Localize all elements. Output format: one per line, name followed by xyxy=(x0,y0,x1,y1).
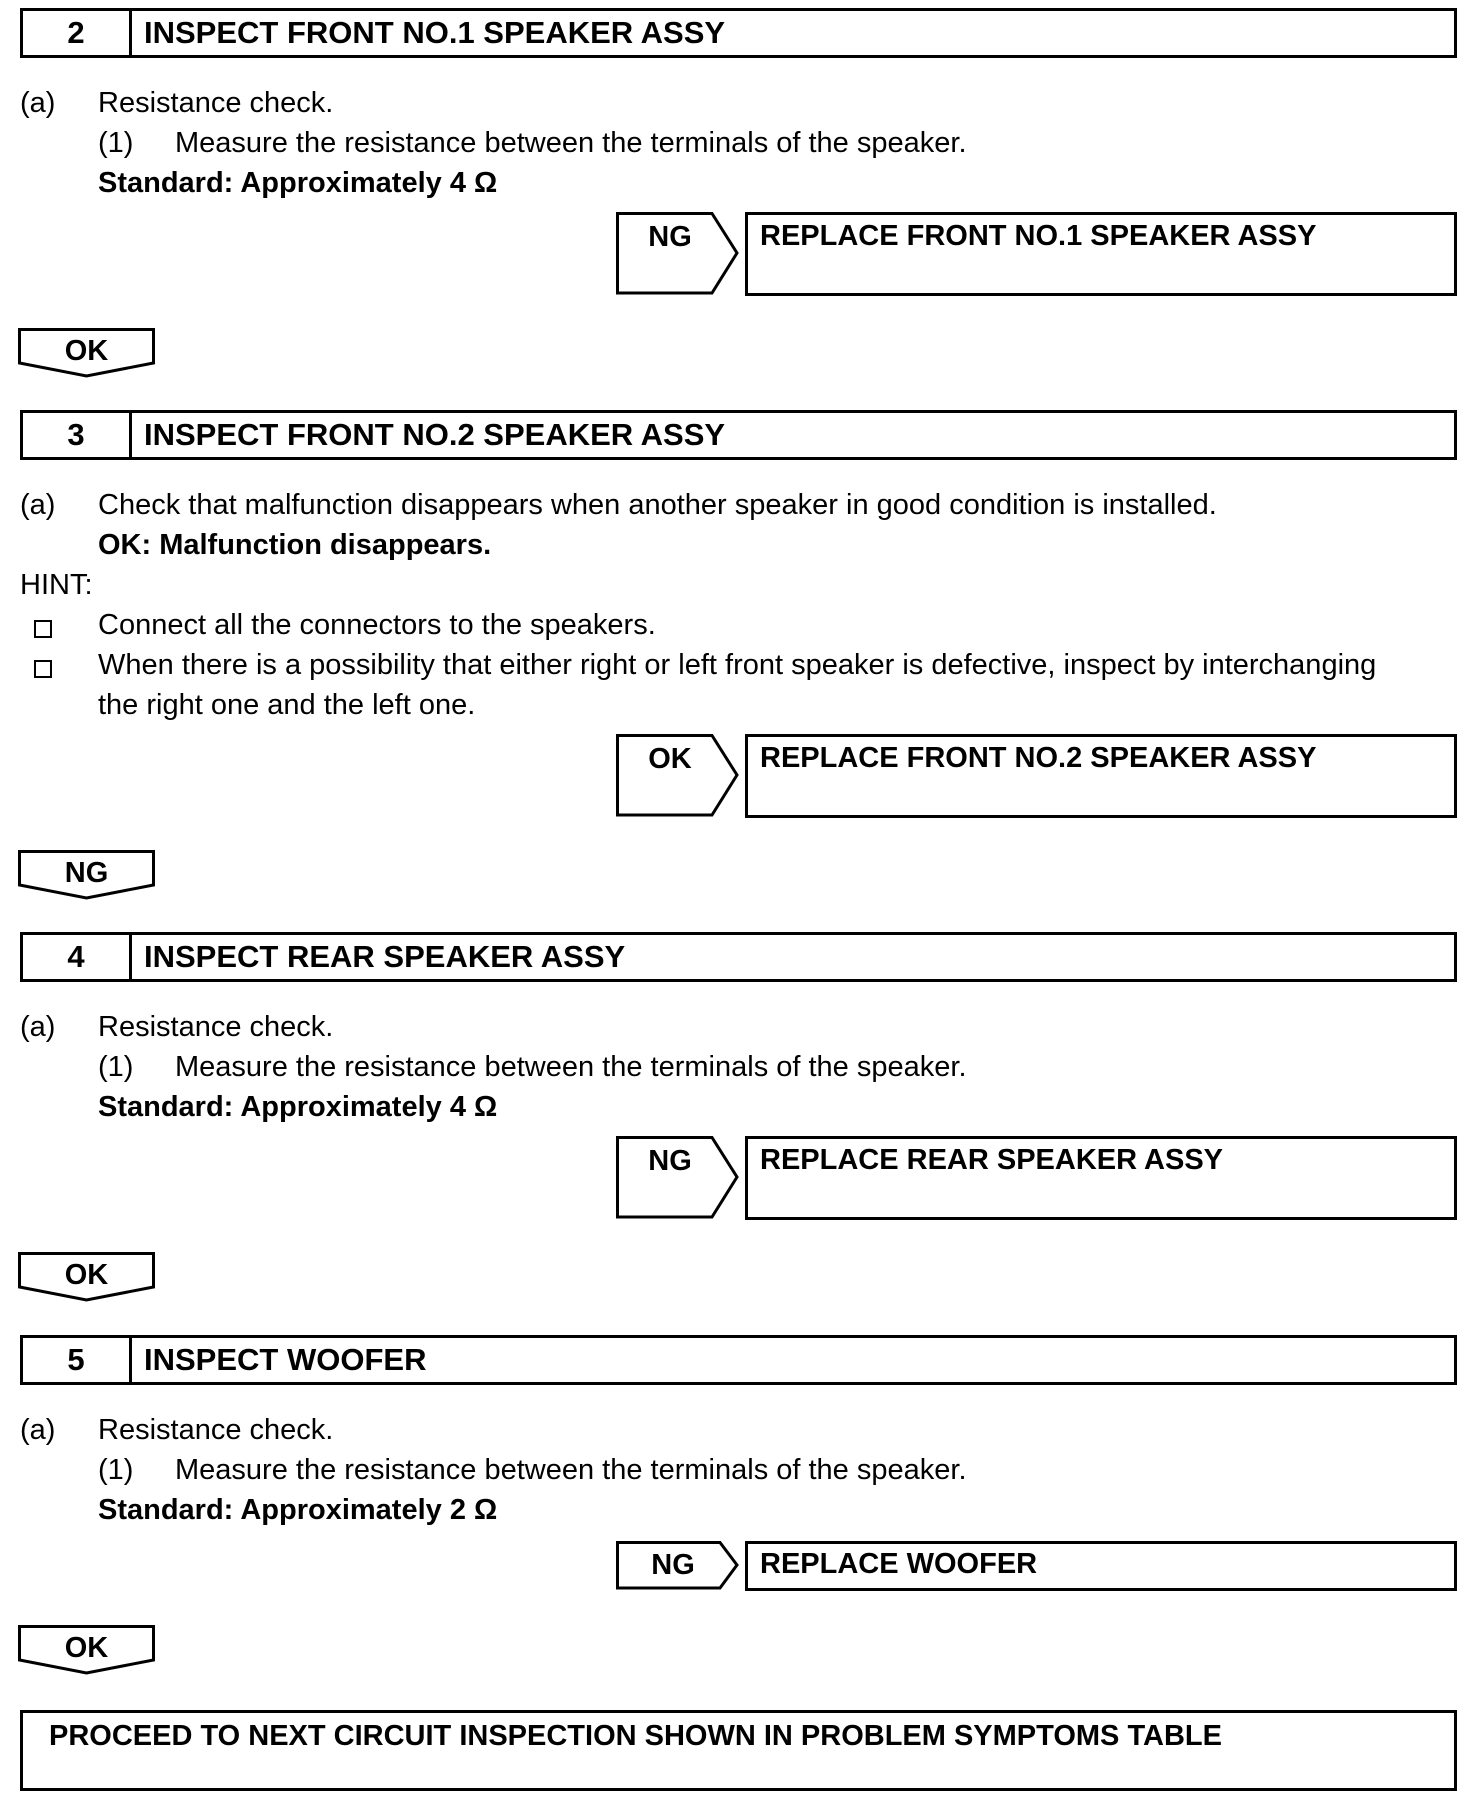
standard-value: Standard: Approximately 4 Ω xyxy=(98,1091,498,1123)
down-label: OK xyxy=(64,335,109,367)
ok-condition: OK: Malfunction disappears. xyxy=(98,529,492,561)
sub-marker-1: (1) xyxy=(98,1051,134,1083)
sub-text-1: Measure the resistance between the terminals of the speaker. xyxy=(175,127,967,159)
step-number: 2 xyxy=(20,8,132,58)
hint-bullet: When there is a possibility that either right or left front speaker is defective, inspect by interchanging xyxy=(98,649,1377,681)
step-title: INSPECT WOOFER xyxy=(129,1335,1457,1385)
hint-bullet-continued: the right one and the left one. xyxy=(98,689,476,721)
standard-value: Standard: Approximately 4 Ω xyxy=(98,167,498,199)
branch-label: NG xyxy=(648,1145,692,1177)
sub-marker-1: (1) xyxy=(98,1454,134,1486)
step-title: INSPECT REAR SPEAKER ASSY xyxy=(129,932,1457,982)
down-label: NG xyxy=(64,857,109,889)
branch-label: NG xyxy=(651,1549,695,1581)
bullet-box-icon xyxy=(34,620,52,638)
item-marker-a: (a) xyxy=(20,489,56,521)
item-marker-a: (a) xyxy=(20,87,56,119)
bullet-box-icon xyxy=(34,660,52,678)
standard-value: Standard: Approximately 2 Ω xyxy=(98,1494,498,1526)
result-box: REPLACE WOOFER xyxy=(745,1541,1457,1591)
result-box: REPLACE REAR SPEAKER ASSY xyxy=(745,1136,1457,1220)
hint-label: HINT: xyxy=(20,569,93,601)
final-instruction-box: PROCEED TO NEXT CIRCUIT INSPECTION SHOWN IN PROBLEM SYMPTOMS TABLE xyxy=(20,1710,1457,1791)
step-title: INSPECT FRONT NO.1 SPEAKER ASSY xyxy=(129,8,1457,58)
step-number: 3 xyxy=(20,410,132,460)
step-title: INSPECT FRONT NO.2 SPEAKER ASSY xyxy=(129,410,1457,460)
branch-label: NG xyxy=(648,221,692,253)
item-marker-a: (a) xyxy=(20,1011,56,1043)
result-box: REPLACE FRONT NO.2 SPEAKER ASSY xyxy=(745,734,1457,818)
item-text-a: Check that malfunction disappears when another speaker in good condition is installed. xyxy=(98,489,1217,521)
item-text-a: Resistance check. xyxy=(98,1414,334,1446)
sub-text-1: Measure the resistance between the terminals of the speaker. xyxy=(175,1454,967,1486)
down-label: OK xyxy=(64,1632,109,1664)
item-text-a: Resistance check. xyxy=(98,1011,334,1043)
sub-text-1: Measure the resistance between the terminals of the speaker. xyxy=(175,1051,967,1083)
result-box: REPLACE FRONT NO.1 SPEAKER ASSY xyxy=(745,212,1457,296)
step-number: 4 xyxy=(20,932,132,982)
down-label: OK xyxy=(64,1259,109,1291)
step-number: 5 xyxy=(20,1335,132,1385)
item-marker-a: (a) xyxy=(20,1414,56,1446)
hint-bullet: Connect all the connectors to the speakers. xyxy=(98,609,656,641)
item-text-a: Resistance check. xyxy=(98,87,334,119)
branch-label: OK xyxy=(648,743,692,775)
sub-marker-1: (1) xyxy=(98,127,134,159)
